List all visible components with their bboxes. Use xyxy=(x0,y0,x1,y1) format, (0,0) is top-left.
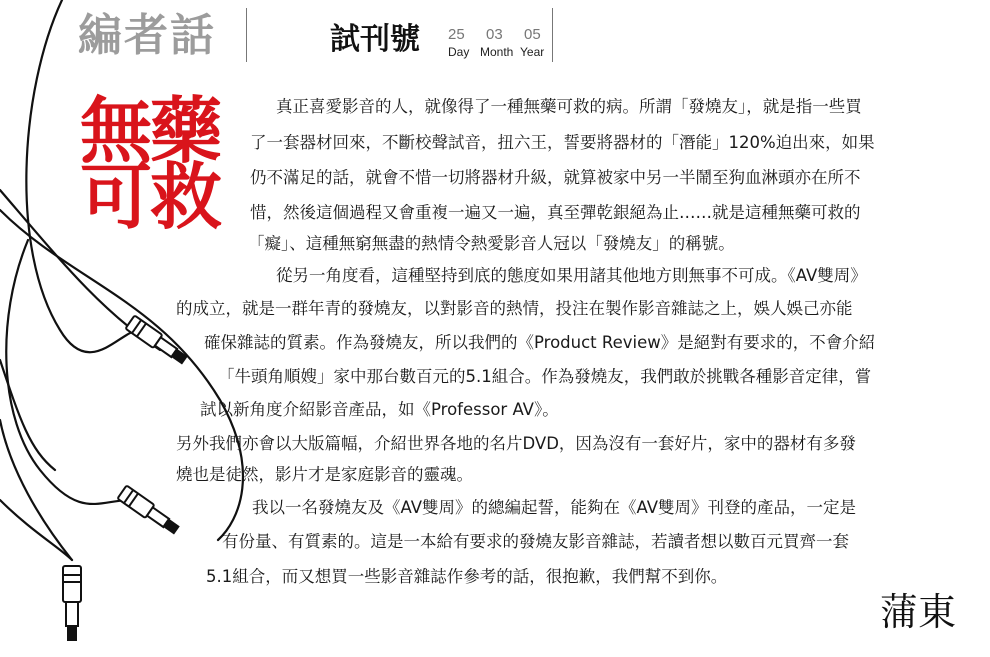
body-line: 仍不滿足的話，就會不惜一切將器材升級，就算被家中另一半鬧至狗血淋頭亦在所不 xyxy=(250,168,861,187)
body-line: 5.1組合，而又想買一些影音雜誌作參考的話，很抱歉，我們幫不到你。 xyxy=(206,567,728,586)
header-divider xyxy=(246,8,247,62)
cable-line xyxy=(6,240,130,504)
issue-date xyxy=(446,26,548,60)
date-year: 05 xyxy=(524,26,541,43)
body-line: 惜，然後這個過程又會重複一遍又一遍，真至彈乾銀絕為止……就是這種無藥可救的 xyxy=(250,203,861,222)
column-title: 編者話 xyxy=(78,10,216,61)
issue-label: 試刊號 xyxy=(330,22,420,57)
body-line: 試以新角度介紹影音產品，如《Professor AV》。 xyxy=(200,400,559,419)
audio-plug-icon xyxy=(125,315,188,366)
body-line: 從另一角度看，這種堅持到底的態度如果用諸其他地方則無事不可成。《AV雙周》 xyxy=(276,266,867,285)
body-line: 了一套器材回來，不斷校聲試音，扭六王，誓要將器材的「潛能」120%迫出來，如果 xyxy=(250,133,875,152)
body-line: 另外我們亦會以大版篇幅，介紹世界各地的名片DVD，因為沒有一套好片，家中的器材有多發 xyxy=(176,434,856,453)
audio-plug-icon xyxy=(117,485,180,536)
audio-plug-icon xyxy=(63,566,81,640)
body-line: 燒也是徒然，影片才是家庭影音的靈魂。 xyxy=(176,465,473,484)
body-line: 真正喜愛影音的人，就像得了一種無藥可救的病。所謂「發燒友」，就是指一些買 xyxy=(276,97,862,116)
header-divider xyxy=(552,8,553,62)
headline-line-1: 無藥 xyxy=(80,88,221,173)
body-line: 「牛頭角順嫂」家中那台數百元的5.1組合。作為發燒友，我們敢於挑戰各種影音定律，嘗 xyxy=(218,367,872,386)
body-line: 我以一名發燒友及《AV雙周》的總編起誓，能夠在《AV雙周》刊登的產品，一定是 xyxy=(252,498,857,517)
body-line: 有份量、有質素的。這是一本給有要求的發燒友影音雜誌，若讀者想以數百元買齊一套 xyxy=(222,532,849,551)
date-year-label: Year xyxy=(520,45,545,59)
headline xyxy=(80,88,250,239)
author-signature: 蒲東 xyxy=(880,590,957,634)
cable-line xyxy=(0,210,243,540)
date-month-label: Month xyxy=(480,45,514,59)
date-day-label: Day xyxy=(448,45,470,59)
cable-line xyxy=(0,420,72,560)
date-month: 03 xyxy=(486,26,503,43)
body-line: 的成立，就是一群年青的發燒友，以對影音的熱情，投注在製作影音雜誌之上，娛人娛己亦能 xyxy=(176,299,853,318)
body-line: 「癡」、這種無窮無盡的熱情令熱愛影音人冠以「發燒友」的稱號。 xyxy=(248,234,735,253)
headline-line-2: 可救 xyxy=(80,154,221,239)
date-day: 25 xyxy=(448,26,465,43)
body-line: 確保雜誌的質素。作為發燒友，所以我們的《Product Review》是絕對有要求的，不會介紹 xyxy=(204,333,876,352)
